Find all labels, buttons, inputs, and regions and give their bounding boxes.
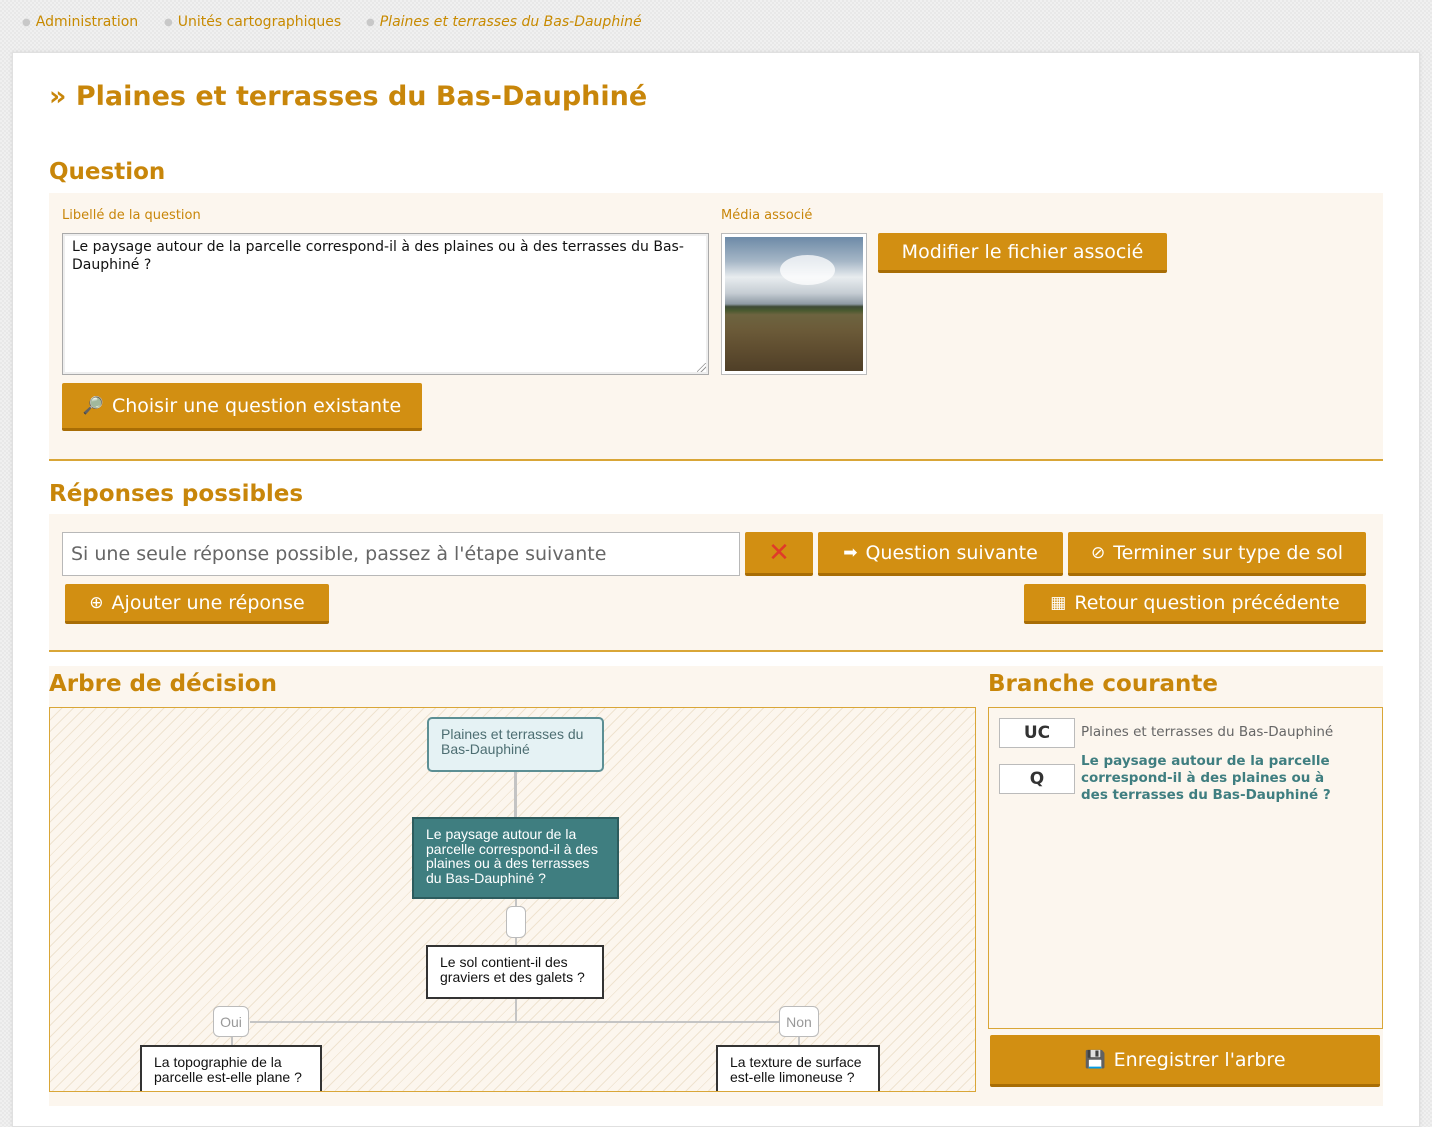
next-question-label: Question suivante (865, 541, 1038, 564)
q-tag: Q (999, 764, 1075, 794)
back-previous-label: Retour question précédente (1074, 591, 1340, 614)
media-thumbnail[interactable] (721, 233, 867, 375)
resize-grip-icon[interactable] (697, 363, 706, 372)
end-soil-type-button[interactable] (1068, 532, 1366, 576)
tree-empty-answer[interactable] (506, 906, 526, 938)
main-panel (12, 52, 1420, 1127)
answers-box (49, 514, 1383, 652)
save-tree-label: Enregistrer l'arbre (1113, 1048, 1286, 1071)
bullet-icon: ● (22, 17, 31, 28)
bullet-icon: ● (366, 17, 375, 28)
tree-connector (514, 771, 517, 817)
uc-text: Plaines et terrasses du Bas-Dauphiné (1081, 724, 1334, 740)
branch-box (988, 707, 1383, 1029)
delete-answer-button[interactable] (745, 532, 813, 576)
answer-input[interactable]: Si une seule réponse possible, passez à l'étape suivante (62, 532, 740, 576)
tree-node-active[interactable]: Le paysage autour de la parcelle correspond-il à des plaines ou à des terrasses du Bas-Dauphiné ? (412, 817, 619, 899)
breadcrumb-item-unites[interactable]: ● Unités cartographiques (164, 14, 342, 30)
question-text: Le paysage autour de la parcelle correspond-il à des plaines ou à des terrasses du Bas-Dauphiné ? (72, 239, 684, 273)
next-question-button[interactable] (818, 532, 1063, 576)
add-answer-label: Ajouter une réponse (111, 591, 305, 614)
back-previous-button[interactable] (1024, 584, 1366, 624)
branch-section-title: Branche courante (988, 671, 1219, 697)
tree-answer-no[interactable]: Non (779, 1006, 819, 1037)
media-label: Média associé (721, 208, 813, 223)
ban-icon: ⊘ (1090, 542, 1106, 563)
tree-node-no-child[interactable]: La texture de surface est-elle limoneuse ? (716, 1045, 880, 1092)
choose-question-label: Choisir une question existante (111, 394, 402, 417)
question-label: Libellé de la question (62, 208, 201, 223)
tree-node-child[interactable]: Le sol contient-il des graviers et des galets ? (426, 945, 604, 999)
tree-node-root[interactable]: Plaines et terrasses du Bas-Dauphiné (427, 717, 604, 772)
question-section-title: Question (49, 159, 166, 185)
arrow-right-icon: ➡ (843, 542, 858, 563)
breadcrumb-item-administration[interactable]: ● Administration (22, 14, 139, 30)
add-answer-button[interactable] (65, 584, 329, 624)
tree-connector (250, 1021, 798, 1023)
q-text: Le paysage autour de la parcelle correspond-il à des plaines ou à des terrasses du Bas-Dauphiné ? (1081, 753, 1331, 803)
end-soil-type-label: Terminer sur type de sol (1113, 541, 1344, 564)
floppy-disk-icon: 💾 (1084, 1049, 1106, 1070)
tree-connector (515, 998, 517, 1022)
tree-section-title: Arbre de décision (49, 671, 277, 697)
answers-section-title: Réponses possibles (49, 481, 304, 507)
uc-tag: UC (999, 718, 1075, 748)
tree-answer-yes[interactable]: Oui (213, 1006, 249, 1037)
breadcrumb-item-current: ● Plaines et terrasses du Bas-Dauphiné (366, 14, 642, 30)
question-textarea[interactable] (62, 233, 709, 375)
magnifier-icon: 🔎 (82, 395, 104, 416)
question-box (49, 193, 1383, 461)
plus-circle-icon: ⊕ (89, 592, 104, 613)
modify-file-button[interactable] (878, 233, 1167, 273)
close-icon: ✕ (768, 537, 790, 568)
page-title: » Plaines et terrasses du Bas-Dauphiné (49, 81, 648, 112)
bullet-icon: ● (164, 17, 173, 28)
save-tree-button[interactable] (990, 1035, 1380, 1087)
flowchart-icon: ▦ (1050, 592, 1067, 613)
modify-file-label: Modifier le fichier associé (901, 240, 1144, 263)
tree-node-yes-child[interactable]: La topographie de la parcelle est-elle plane ? (140, 1045, 322, 1092)
choose-question-button[interactable] (62, 383, 422, 431)
decision-tree-canvas[interactable] (49, 707, 976, 1092)
landscape-photo (725, 237, 863, 371)
